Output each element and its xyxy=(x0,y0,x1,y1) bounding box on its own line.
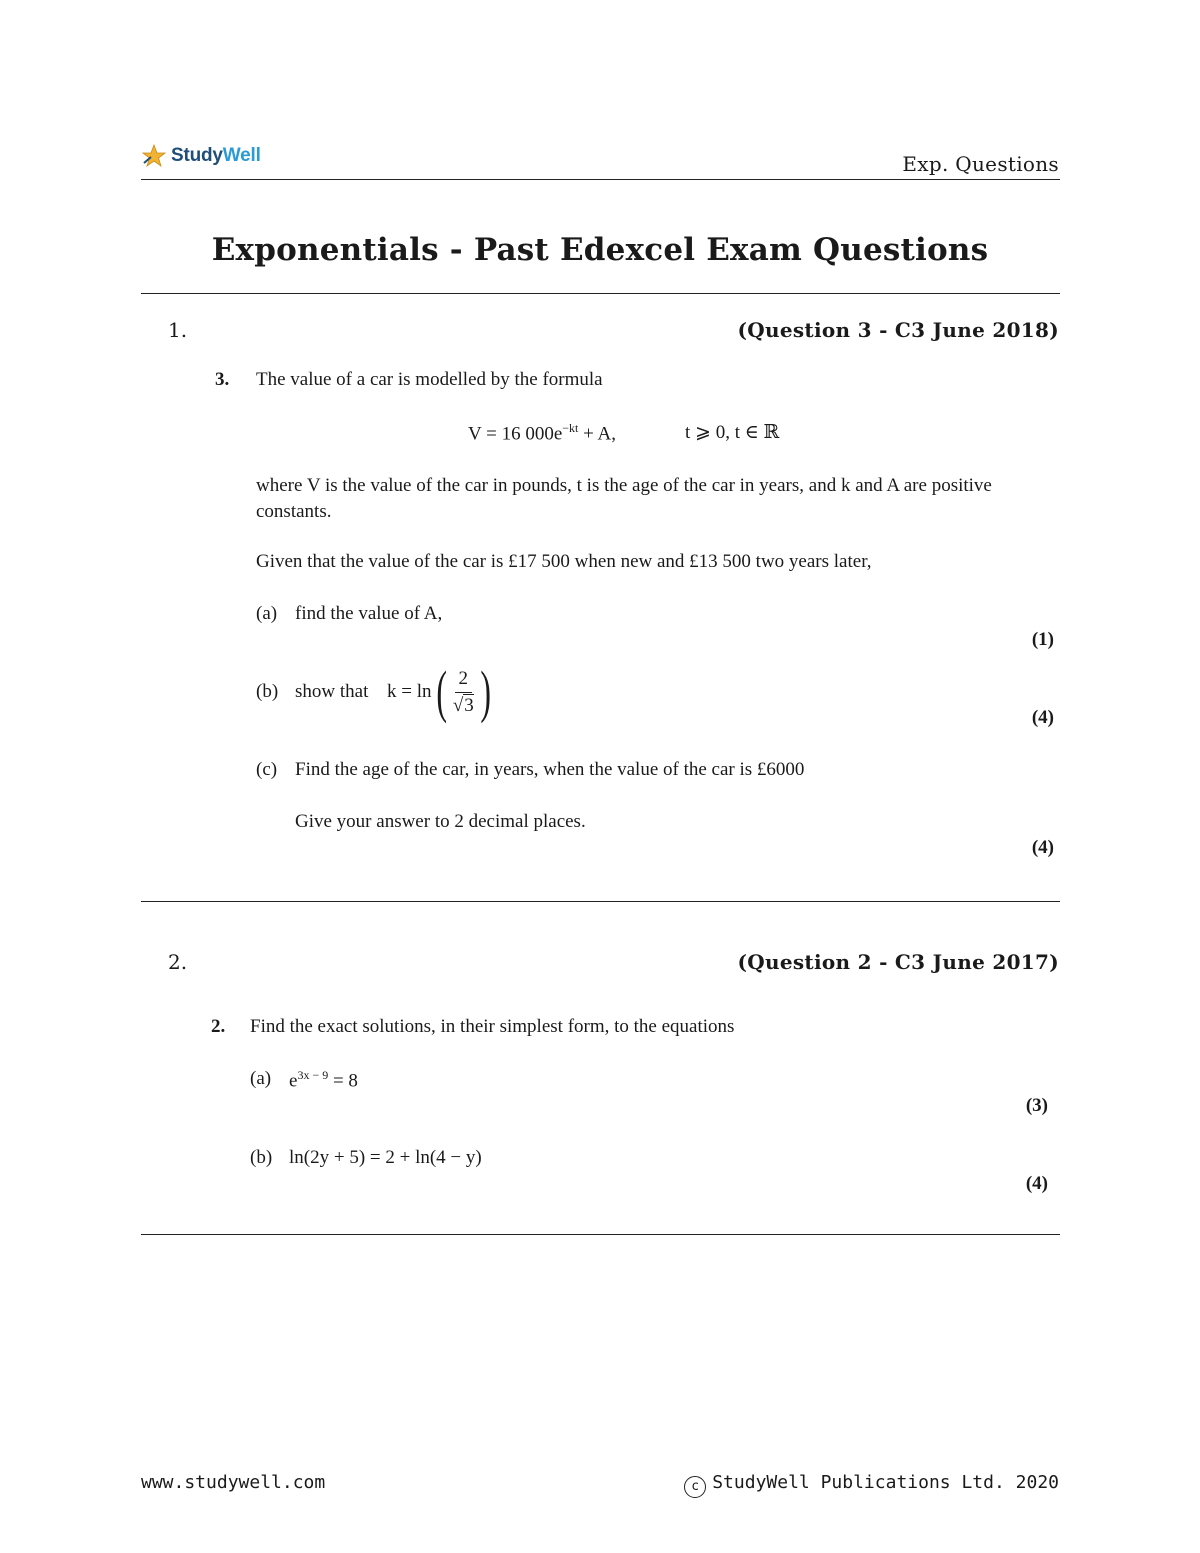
question-1-part-c-subtext: Give your answer to 2 decimal places. xyxy=(295,811,586,832)
question-1-number: 1. xyxy=(168,318,188,342)
question-2-source: (Question 2 - C3 June 2017) xyxy=(737,950,1059,974)
question-1-part-b-marks: (4) xyxy=(1031,707,1054,728)
fraction-numerator: 2 xyxy=(455,668,473,693)
question-2-intro: Find the exact solutions, in their simplest form, to the equations xyxy=(250,1016,735,1037)
left-paren: ( xyxy=(435,659,447,724)
question-2-number: 2. xyxy=(168,950,188,974)
question-2-part-a-marks: (3) xyxy=(1025,1095,1048,1116)
question-1-part-b-label: (b) xyxy=(256,681,279,702)
question-1-intro: The value of a car is modelled by the formula xyxy=(256,369,603,390)
footer-copyright xyxy=(684,1472,1059,1498)
question-2-part-b-equation: ln(2y + 5) = 2 + ln(4 − y) xyxy=(289,1147,482,1168)
question-1-source: (Question 3 - C3 June 2018) xyxy=(737,318,1059,342)
question-1-part-b-math xyxy=(387,659,495,724)
question-1-part-a-text: find the value of A, xyxy=(295,603,443,624)
copyright-text: StudyWell Publications Ltd. 2020 xyxy=(712,1472,1059,1493)
question-2-part-b-marks: (4) xyxy=(1025,1173,1048,1194)
equation-exponent: 3x − 9 xyxy=(297,1068,329,1082)
question-2-inner-number: 2. xyxy=(211,1016,226,1037)
formula-plus: + A, xyxy=(578,423,617,445)
question-1-formula xyxy=(468,421,616,445)
question-2-part-a-equation xyxy=(289,1068,358,1092)
question-1-inner-number: 3. xyxy=(215,369,230,390)
question-2-part-a-label: (a) xyxy=(250,1068,272,1089)
question-1-formula-condition: t ⩾ 0, t ∈ ℝ xyxy=(685,422,780,443)
header-label: Exp. Questions xyxy=(902,152,1059,176)
copyright-icon: c xyxy=(684,1476,706,1498)
footer-url[interactable]: www.studywell.com xyxy=(141,1472,326,1493)
logo-well-text: Well xyxy=(222,145,261,166)
question-1-divider xyxy=(141,901,1060,902)
fraction-denominator: √3 xyxy=(452,694,474,716)
header-divider xyxy=(141,179,1060,180)
equation-rest: = 8 xyxy=(328,1070,358,1092)
page-title: Exponentials - Past Edexcel Exam Questions xyxy=(211,232,989,268)
fraction xyxy=(449,668,478,717)
star-icon xyxy=(141,143,167,169)
question-1-where-text: where V is the value of the car in pounds, t is the age of the car in years, and k and A are positive constants. xyxy=(256,475,992,522)
question-1-part-a-label: (a) xyxy=(256,603,278,624)
right-paren: ) xyxy=(480,659,491,724)
question-2-part-b-label: (b) xyxy=(250,1147,273,1168)
equation-base: e xyxy=(289,1070,298,1092)
math-lhs: k = ln xyxy=(387,681,432,702)
question-2-divider xyxy=(141,1234,1060,1235)
question-1-part-a-marks: (1) xyxy=(1031,629,1054,650)
question-1-given: Given that the value of the car is £17 500 when new and £13 500 two years later, xyxy=(256,551,872,572)
question-1-part-c-marks: (4) xyxy=(1031,837,1054,858)
question-1-part-c-text: Find the age of the car, in years, when the value of the car is £6000 xyxy=(295,759,805,780)
formula-exponent: −kt xyxy=(562,421,579,435)
sqrt-radicand: 3 xyxy=(464,694,474,716)
formula-left: V = 16 000e xyxy=(468,423,563,445)
studywell-logo xyxy=(141,140,261,172)
logo-study-text: Study xyxy=(171,145,223,166)
question-1-part-b-text: show that xyxy=(295,681,369,702)
question-1-part-c-label: (c) xyxy=(256,759,278,780)
title-divider xyxy=(141,293,1060,294)
